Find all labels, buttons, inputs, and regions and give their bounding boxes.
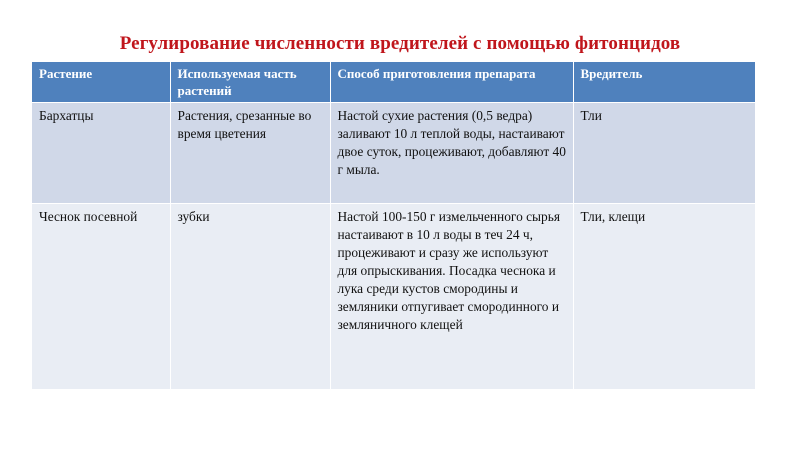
cell-preparation-method: Настой сухие растения (0,5 ведра) заливают 10 л теплой воды, настаивают двое суток, процеживают, добавляют 40 г мыла. <box>330 103 573 204</box>
table-header-row <box>32 62 755 103</box>
header-plant: Растение <box>32 62 170 103</box>
header-pest: Вредитель <box>573 62 755 103</box>
cell-preparation-method: Настой 100-150 г измельченного сырья настаивают в 10 л воды в теч 24 ч, процеживают и сразу же используют для опрыскивания. Посадка чеснока и лука среди кустов смородины и земляники отпугивает смородинного и земляничного клещей <box>330 204 573 389</box>
cell-pest: Тли <box>573 103 755 204</box>
cell-plant: Бархатцы <box>32 103 170 204</box>
table-row <box>32 103 755 204</box>
header-preparation-method: Способ приготовления препарата <box>330 62 573 103</box>
cell-plant-part: зубки <box>170 204 330 389</box>
slide-title: Регулирование численности вредителей с помощью фитонцидов <box>119 33 681 54</box>
cell-plant-part: Растения, срезанные во время цветения <box>170 103 330 204</box>
table-row <box>32 204 755 389</box>
cell-pest: Тли, клещи <box>573 204 755 389</box>
header-plant-part: Используемая часть растений <box>170 62 330 103</box>
cell-plant: Чеснок посевной <box>32 204 170 389</box>
pest-control-table <box>32 62 755 389</box>
